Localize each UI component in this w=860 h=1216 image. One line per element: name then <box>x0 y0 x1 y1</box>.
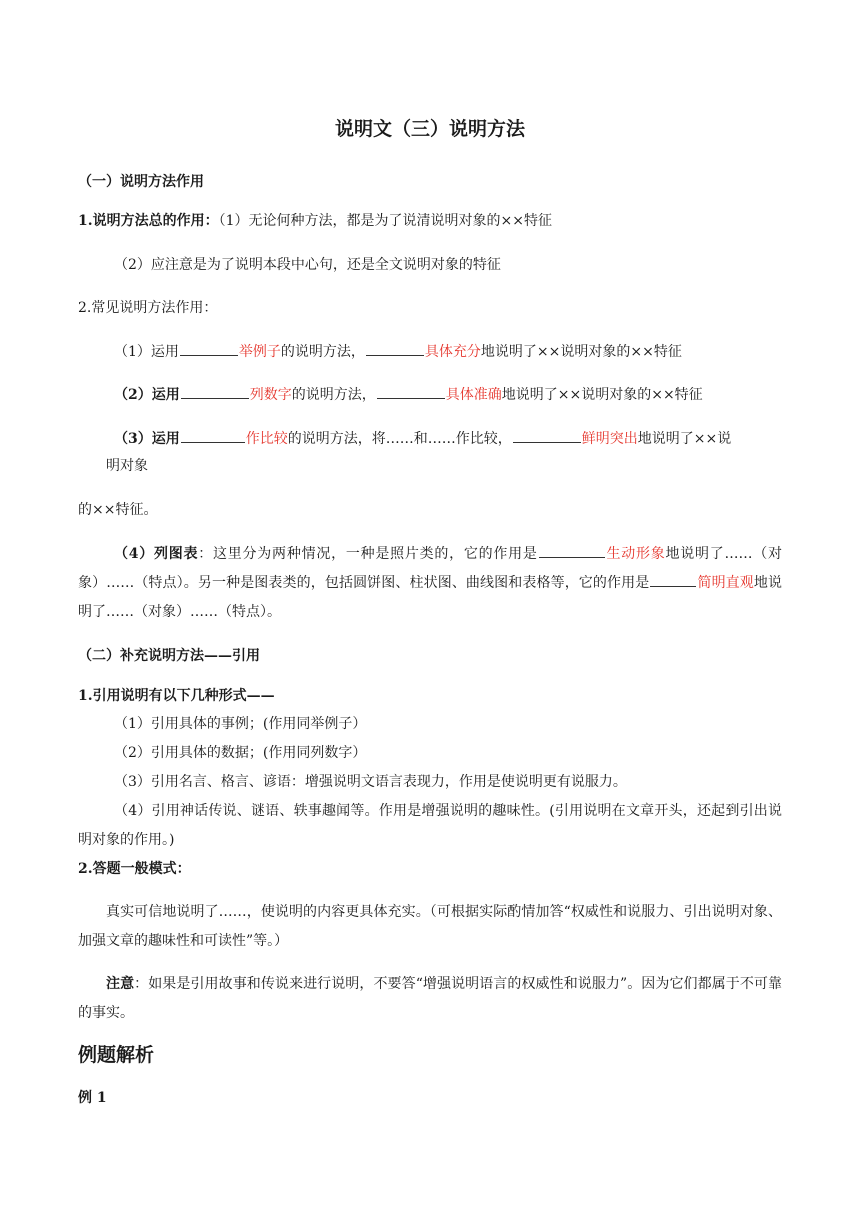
blank-underline <box>377 382 445 399</box>
point-1-text: （1）无论何种方法，都是为了说清说明对象的××特征 <box>218 213 552 229</box>
method-1-mid: 的说明方法， <box>280 344 365 360</box>
point-1b: （2）应注意是为了说明本段中心句，还是全文说明对象的特征 <box>114 257 501 273</box>
blank-underline <box>513 426 581 443</box>
method-2-answer-b: 具体准确 <box>445 387 502 403</box>
method-2-line <box>114 381 818 409</box>
method-3-continued: 明对象 <box>106 458 148 474</box>
note-text: ：如果是引用故事和传说来进行说明，不要答“增强说明语言的权威性和说服力”。因为它们都属于不可靠的事实。 <box>78 976 783 1021</box>
method-4-text-2: 地说明了……（对象）……（特点）。另一种是图表类的，包括圆饼图、柱状图、曲线图和表格等，它的作用是 <box>78 546 783 591</box>
method-3-pre: （3）运用 <box>114 431 180 447</box>
blank-underline <box>180 339 238 356</box>
method-2-mid: 的说明方法， <box>291 387 376 403</box>
note-paragraph <box>78 970 782 1028</box>
blank-underline <box>366 339 424 356</box>
method-4-text-1: ：这里分为两种情况，一种是照片类的，它的作用是 <box>198 546 538 562</box>
quote-form-4: （4）引用神话传说、谜语、轶事趣闻等。作用是增强说明的趣味性。(引用说明在文章开头，还起到引出说明对象的作用。) <box>78 803 782 848</box>
method-4-answer-b: 简明直观 <box>697 575 754 591</box>
method-4-paragraph <box>78 540 782 627</box>
method-3-answer-a: 作比较 <box>245 431 288 447</box>
blank-underline <box>181 426 245 443</box>
method-1-post: 地说明了××说明对象的××特征 <box>480 344 682 360</box>
method-3-mid: 的说明方法，将……和……作比较， <box>287 431 512 447</box>
point-2: 2.常见说明方法作用： <box>78 300 218 316</box>
answer-mode-text: 真实可信地说明了……，使说明的内容更具体充实。（可根据实际酌情加答“权威性和说服力、引出说明对象、加强文章的趣味性和可读性”等。） <box>78 904 782 949</box>
point-1-label: 1.说明方法总的作用： <box>78 213 219 229</box>
example-1-label: 例 1 <box>78 1090 107 1106</box>
blank-underline <box>650 570 696 587</box>
method-3-tail: 的××特征。 <box>78 502 158 518</box>
method-4-label: （4）列图表 <box>114 546 199 562</box>
point-1 <box>78 207 782 235</box>
note-label: 注意 <box>106 976 135 992</box>
method-2-pre: （2）运用 <box>114 387 180 403</box>
method-3-line <box>114 425 818 453</box>
quote-form-3: （3）引用名言、格言、谚语：增强说明文语言表现力，作用是使说明更有说服力。 <box>114 774 627 790</box>
method-4-text-3: 地说明了……（对象）……（特点）。 <box>78 575 783 620</box>
method-2-post: 地说明了××说明对象的××特征 <box>501 387 703 403</box>
method-1-answer-b: 具体充分 <box>424 344 481 360</box>
quote-forms-label: 1.引用说明有以下几种形式—— <box>78 688 275 704</box>
examples-heading: 例题解析 <box>78 1044 155 1066</box>
method-2-answer-a: 列数字 <box>249 387 292 403</box>
blank-underline <box>539 541 605 558</box>
section-1-heading: （一）说明方法作用 <box>78 174 204 190</box>
method-3-answer-b: 鲜明突出 <box>581 431 638 447</box>
blank-underline <box>181 382 249 399</box>
method-1-line <box>114 338 818 366</box>
method-1-answer-a: 举例子 <box>238 344 281 360</box>
method-4-answer-a: 生动形象 <box>605 546 666 562</box>
method-3-post: 地说明了××说 <box>637 431 732 447</box>
method-1-pre: （1）运用 <box>114 344 179 360</box>
answer-mode-label: 2.答题一般模式： <box>78 861 191 877</box>
quote-form-1: （1）引用具体的事例；(作用同举例子） <box>114 716 367 732</box>
document-title: 说明文（三）说明方法 <box>334 118 525 140</box>
section-2-heading: （二）补充说明方法——引用 <box>78 648 260 664</box>
quote-form-2: （2）引用具体的数据；(作用同列数字） <box>114 745 367 761</box>
